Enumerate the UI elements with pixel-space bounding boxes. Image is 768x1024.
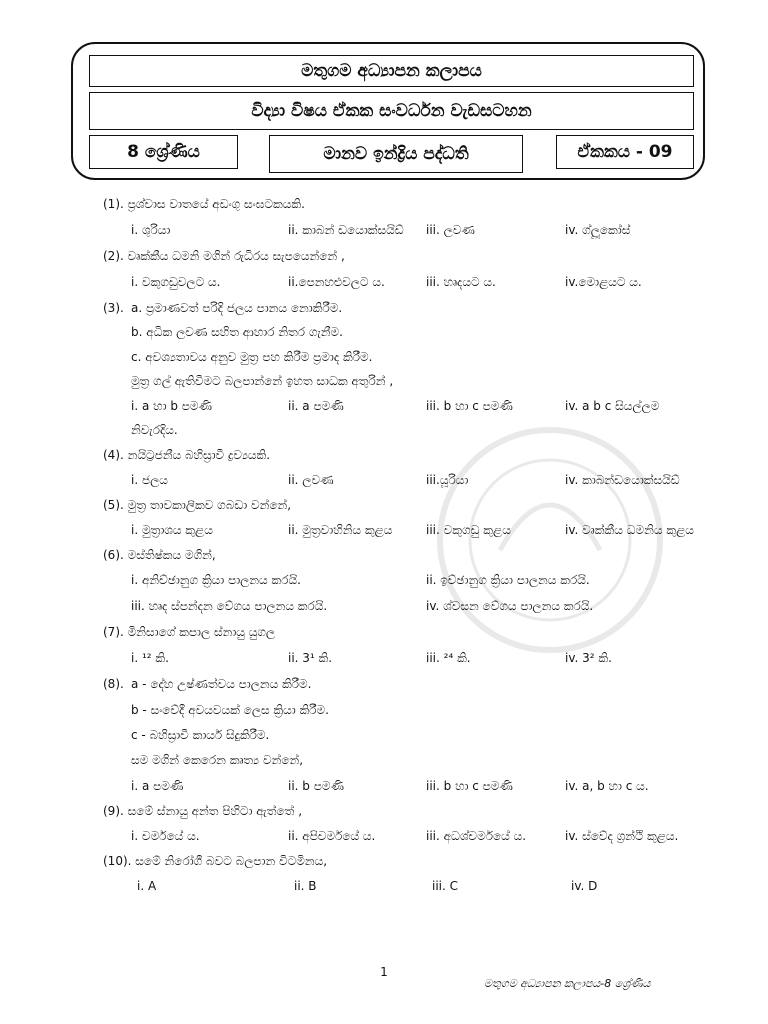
footer-text: මතුගම අධ්‍යාපන කලාපය-8 ශ්‍රේණිය	[484, 977, 651, 990]
q6-option-2[interactable]: ii. ඉච්ඡානුග ක්‍රියා පාලනය කරයි.	[426, 573, 590, 587]
q5-option-1[interactable]: i. මුත්‍රාශය කුළය	[131, 523, 213, 537]
q9-option-1[interactable]: i. චර්මයේ ය.	[131, 829, 200, 843]
question-10-stem: (10). සමේ නිරෝගී බවට බලපාන විටමිනය,	[103, 854, 328, 868]
q8-option-2[interactable]: ii. b පමණි	[288, 779, 344, 793]
q8-option-4[interactable]: iv. a, b හා c ය.	[565, 779, 649, 793]
q4-option-3[interactable]: iii.යූරියා	[426, 473, 469, 487]
q7-option-4[interactable]: iv. 3² කි.	[565, 651, 612, 665]
question-10-options	[137, 878, 737, 894]
q5-option-4[interactable]: iv. වෘක්කීය ධමනිය කුළය	[565, 523, 694, 537]
q1-option-3[interactable]: iii. ලවණ	[426, 223, 475, 237]
q8-line-stem: සම මගින් කෙරෙන කෘත්‍ය වන්නේ,	[131, 753, 304, 767]
watermark-logo	[430, 420, 670, 660]
q7-option-3[interactable]: iii. ²⁴ කි.	[426, 651, 471, 665]
q3-option-2[interactable]: ii. a පමණි	[288, 399, 344, 413]
q1-option-4[interactable]: iv. ග්ලූකෝස්	[565, 223, 631, 237]
q9-option-2[interactable]: ii. අපිචර්මයේ ය.	[288, 829, 376, 843]
question-9-options	[131, 828, 731, 844]
q9-option-3[interactable]: iii. අධශ්චර්මයේ ය.	[426, 829, 527, 843]
question-8-num: (8).	[103, 677, 124, 691]
question-9-stem: (9). සමේ ස්නායු අන්ත පිහිටා ඇත්තේ ,	[103, 804, 303, 818]
question-1-stem: (1). ප්‍රශ්වාස වාතයේ අඩංගු සංඝටකයකි.	[103, 197, 305, 211]
question-3-options	[131, 398, 731, 414]
question-5-options	[131, 522, 731, 538]
q2-option-1[interactable]: i. වකුගඩුවලට ය.	[131, 275, 221, 289]
q9-option-4[interactable]: iv. ස්වේද ග්‍රන්ථි කුළය.	[565, 829, 679, 843]
q5-option-3[interactable]: iii. වකුගඩු කුළය	[426, 523, 511, 537]
q2-option-2[interactable]: ii.පෙනහළුවලට ය.	[288, 275, 385, 289]
question-6-options-row-2	[131, 598, 731, 614]
q10-option-4[interactable]: iv. D	[571, 879, 598, 893]
q4-option-4[interactable]: iv. කාබන්ඩයොක්සයිඩ්	[565, 473, 680, 487]
question-3-num: (3).	[103, 301, 124, 315]
q2-option-3[interactable]: iii. හෘදයට ය.	[426, 275, 496, 289]
question-7-stem: (7). මිනිසාගේ කපාල ස්නායු යුගල	[103, 625, 276, 639]
q8-line-a: a - දේහ උෂ්ණත්වය පාලනය කිරීම.	[131, 677, 312, 691]
q3-line-stem: මුත්‍ර ගල් ඇතිවීමට බලපාන්නේ ඉහත සාධක අතුරින් ,	[131, 374, 394, 388]
question-6-stem: (6). මස්තිෂ්කය මගින්,	[103, 548, 216, 562]
grade-label: 8 ශ්‍රේණිය	[89, 135, 238, 169]
q6-option-3[interactable]: iii. හෘද ස්පන්දන වේගය පාලනය කරයි.	[131, 599, 328, 613]
question-1-options	[131, 222, 731, 238]
q3-option-4[interactable]: iv. a b c සියල්ලම	[565, 399, 660, 413]
question-2-stem: (2). වෘක්කීය ධමනි මගින් රුධිරය සැපයෙන්නේ ,	[103, 249, 345, 263]
q7-option-2[interactable]: ii. 3¹ කි.	[288, 651, 333, 665]
topic-label: මානව ඉන්ද්‍රිය පද්ධති	[269, 135, 523, 173]
q6-option-4[interactable]: iv. ශ්වසන වේගය පාලනය කරයි.	[426, 599, 594, 613]
question-5-stem: (5). මුත්‍ර තාවකාලිකව ගබඩා වන්නේ,	[103, 498, 292, 512]
q3-line-a: a. ප්‍රමාණවත් පරිදි ජලය පානය නොකිරීම.	[131, 301, 343, 315]
q1-option-2[interactable]: ii. කාබන් ඩයොක්සයිඩ්	[288, 223, 404, 237]
q6-option-1[interactable]: i. අනිච්ඡානුග ක්‍රියා පාලනය කරයි.	[131, 573, 301, 587]
question-7-options	[131, 650, 731, 666]
question-4-options	[131, 472, 731, 488]
q3-line-b: b. අධික ලවණ සහිත ආහාර නිතර ගැනීම.	[131, 325, 343, 339]
q10-option-1[interactable]: i. A	[137, 879, 157, 893]
q2-option-4[interactable]: iv.මොළයට ය.	[565, 275, 642, 289]
q4-option-2[interactable]: ii. ලවණ	[288, 473, 334, 487]
q3-continuation: නිවැරදිය.	[131, 423, 178, 437]
question-2-options	[131, 274, 731, 290]
question-8-options	[131, 778, 731, 794]
q8-option-3[interactable]: iii. b හා c පමණි	[426, 779, 513, 793]
q3-line-c: c. අවශ්‍යතාවය අනුව මුත්‍ර පහ කිරීම ප්‍රමාද කිරීම.	[131, 350, 373, 364]
q8-line-b: b - සංවේදී අවයවයක් ලෙස ක්‍රියා කිරීම.	[131, 703, 329, 717]
q3-option-3[interactable]: iii. b හා c පමණි	[426, 399, 513, 413]
question-4-stem: (4). නයිට්‍රජනීය බහිස්‍රාවී ද්‍රව්‍යයකි.	[103, 448, 271, 462]
zone-title: මතුගම අධ්‍යාපන කලාපය	[89, 55, 694, 87]
unit-label: ඒකකය - 09	[556, 135, 694, 169]
program-title: විද්‍යා විෂය ඒකක සංවර්ධන වැඩසටහන	[89, 92, 694, 130]
page-number: 1	[380, 965, 388, 979]
q7-option-1[interactable]: i. ¹² කි.	[131, 651, 169, 665]
q10-option-2[interactable]: ii. B	[294, 879, 317, 893]
question-6-options-row-1	[131, 572, 731, 588]
q10-option-3[interactable]: iii. C	[432, 879, 459, 893]
q8-option-1[interactable]: i. a පමණි	[131, 779, 184, 793]
q5-option-2[interactable]: ii. මුත්‍රවාහිනිය කුළය	[288, 523, 393, 537]
q4-option-1[interactable]: i. ජලය	[131, 473, 168, 487]
q8-line-c: c - බහිස්‍රාවී කාර්ය සිදුකිරීම.	[131, 728, 270, 742]
q3-option-1[interactable]: i. a හා b පමණි	[131, 399, 212, 413]
q1-option-1[interactable]: i. ශුරියා	[131, 223, 171, 237]
